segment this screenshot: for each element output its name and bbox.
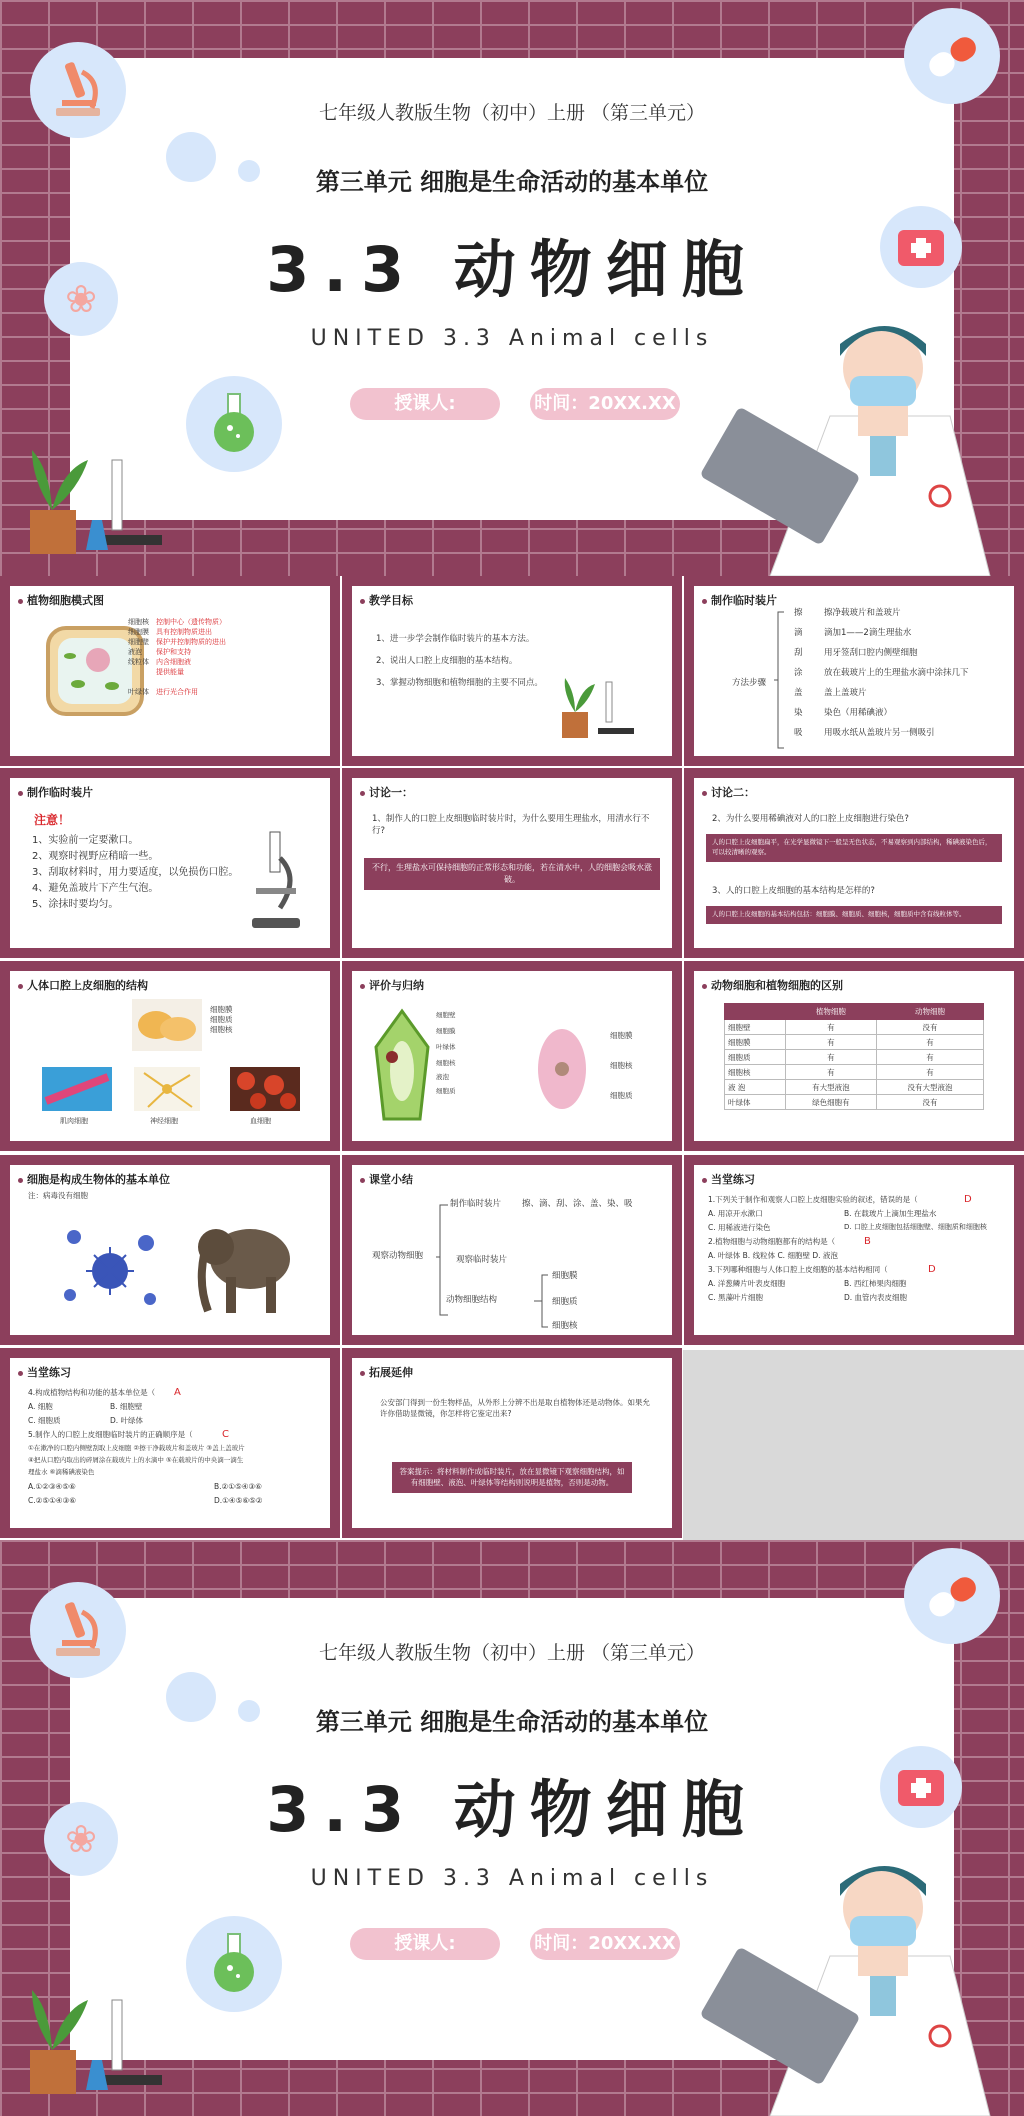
option: C. 黑藻叶片细胞 bbox=[708, 1293, 764, 1302]
summary-branch-detail: 擦、滴、刮、涂、盖、染、吸 bbox=[522, 1199, 633, 1209]
slide-title: 课堂小结 bbox=[360, 1171, 413, 1187]
slide-title: 评价与归纳 bbox=[360, 977, 424, 993]
table-cell: 液 泡 bbox=[725, 1080, 786, 1095]
discussion-answer: 人的口腔上皮细胞的基本结构包括：细胞膜、细胞质、细胞核，细胞质中含有线粒体等。 bbox=[706, 906, 1002, 924]
muscle-cell-photo bbox=[42, 1067, 112, 1111]
brace-line bbox=[774, 610, 786, 750]
goal-item: 2、说出人口腔上皮细胞的基本结构。 bbox=[376, 656, 518, 666]
slide-cell-comparison bbox=[684, 961, 1024, 1151]
answer: A bbox=[174, 1387, 181, 1398]
pill-bubble bbox=[904, 8, 1000, 104]
part-label: 细胞膜 bbox=[128, 628, 149, 636]
step-desc: 滴加1——2滴生理盐水 bbox=[824, 628, 912, 638]
step-desc: 放在载玻片上的生理盐水滴中涂抹几下 bbox=[824, 668, 969, 678]
option: A.①②③④⑤⑥ bbox=[28, 1482, 76, 1491]
option: D.①④⑤⑥⑤② bbox=[214, 1496, 263, 1505]
answer: B bbox=[864, 1236, 871, 1247]
slide-title: 植物细胞模式图 bbox=[18, 592, 104, 608]
teacher-pill: 授课人: bbox=[350, 1928, 500, 1960]
microscope-illustration bbox=[246, 828, 306, 938]
photo-caption: 神经细胞 bbox=[150, 1117, 178, 1125]
slide-teaching-goals bbox=[342, 576, 682, 766]
part-note: 保护并控制物质的进出 bbox=[156, 638, 226, 646]
table-row bbox=[725, 1080, 984, 1095]
table-row bbox=[725, 1065, 984, 1080]
answer: D bbox=[964, 1194, 972, 1205]
summary-branch: 观察临时装片 bbox=[456, 1255, 508, 1265]
slide-title: 动物细胞和植物细胞的区别 bbox=[702, 977, 843, 993]
blood-cell-photo bbox=[230, 1067, 300, 1111]
goal-item: 3、掌握动物细胞和植物细胞的主要不同点。 bbox=[376, 678, 543, 688]
question: 4.构成植物结构和功能的基本单位是（ bbox=[28, 1388, 156, 1397]
table-cell: 有 bbox=[877, 1035, 984, 1050]
table-header bbox=[725, 1004, 786, 1020]
slide-title: 讨论二： bbox=[702, 784, 755, 800]
part-label: 液泡 bbox=[128, 648, 142, 656]
notice-item: 1、实验前一定要漱口。 bbox=[32, 835, 139, 846]
brain-icon: ❀ bbox=[65, 1817, 97, 1861]
table-cell: 绿色细胞有 bbox=[785, 1095, 876, 1110]
lab-illustration bbox=[558, 672, 638, 742]
question-detail: ①在漱净的口腔内侧壁刮取上皮细胞 ②擦干净载玻片和盖玻片 ③盖上盖玻片 bbox=[28, 1444, 245, 1452]
option: D. 口腔上皮细胞包括细胞壁、细胞质和细胞核 bbox=[844, 1223, 987, 1231]
part-label: 细胞核 bbox=[210, 1025, 233, 1034]
summary-leaf: 细胞膜 bbox=[552, 1271, 578, 1281]
cover-unit: 第三单元 细胞是生命活动的基本单位 bbox=[315, 1708, 709, 1736]
step-key: 滴 bbox=[794, 628, 803, 638]
slide-summary bbox=[342, 1155, 682, 1345]
flask-bubble bbox=[186, 376, 282, 472]
cover-subtitle: 七年级人教版生物（初中）上册 （第三单元） bbox=[318, 102, 706, 124]
table-cell: 有大型液泡 bbox=[785, 1080, 876, 1095]
option: D. 叶绿体 bbox=[110, 1416, 144, 1425]
table-cell: 没有大型液泡 bbox=[877, 1080, 984, 1095]
option: D. 血管内表皮细胞 bbox=[844, 1293, 908, 1302]
question-detail: 理盐水 ⑥滴稀碘液染色 bbox=[28, 1468, 95, 1476]
slide-cell-basic-unit bbox=[0, 1155, 340, 1345]
teacher-pill: 授课人: bbox=[350, 388, 500, 420]
slide-discussion-one bbox=[342, 768, 682, 958]
step-key: 染 bbox=[794, 708, 803, 718]
table-cell: 没有 bbox=[877, 1020, 984, 1035]
slide-practice-one bbox=[684, 1155, 1024, 1345]
virus-note: 注：病毒没有细胞 bbox=[28, 1191, 88, 1200]
question: 2.植物细胞与动物细胞都有的结构是（ bbox=[708, 1237, 836, 1246]
question: 3.下列哪种细胞与人体口腔上皮细胞的基本结构相同（ bbox=[708, 1265, 888, 1274]
cover-english-title: UNITED 3.3 Animal cells bbox=[310, 326, 714, 351]
step-key: 擦 bbox=[794, 608, 803, 618]
brain-icon: ❀ bbox=[65, 277, 97, 321]
option: B. 西红柿果肉细胞 bbox=[844, 1279, 907, 1288]
virus-illustration bbox=[50, 1215, 170, 1315]
plant-part: 细胞质 bbox=[436, 1087, 456, 1095]
flask-icon bbox=[186, 1916, 282, 2012]
animal-part: 细胞质 bbox=[610, 1091, 633, 1100]
summary-branch: 制作临时装片 bbox=[450, 1199, 502, 1209]
question-detail: ④把从口腔内取出的碎屑涂在载玻片上的水滴中 ⑤在载玻片的中央滴一滴生 bbox=[28, 1456, 244, 1464]
part-note: 进行光合作用 bbox=[156, 688, 198, 696]
option: A. 叶绿体 B. 线粒体 C. 细胞壁 D. 液泡 bbox=[708, 1251, 838, 1260]
slide-practice-two bbox=[0, 1348, 340, 1538]
step-key: 刮 bbox=[794, 648, 803, 658]
part-note: 内含细胞液 bbox=[156, 658, 191, 666]
summary-branch: 动物细胞结构 bbox=[446, 1295, 498, 1305]
doctor-illustration bbox=[700, 296, 1000, 576]
discussion-answer: 人的口腔上皮细胞扁平，在光学显微镜下一般呈无色状态，不易观察到内部结构，稀碘液染色后，可以较清晰的观察。 bbox=[706, 834, 1002, 862]
part-label: 细胞膜 bbox=[210, 1005, 233, 1014]
plant-microscope-illustration bbox=[22, 440, 172, 560]
slide-plant-cell bbox=[0, 576, 340, 766]
extension-question: 公安部门得到一份生物样品，从外形上分辨不出是取自植物体还是动物体。如果允许你借助显微镜，你怎样将它鉴定出来? bbox=[380, 1398, 650, 1418]
flask-bubble bbox=[186, 1916, 282, 2012]
step-desc: 盖上盖玻片 bbox=[824, 688, 867, 698]
summary-leaf: 细胞核 bbox=[552, 1321, 578, 1331]
cover-english-title: UNITED 3.3 Animal cells bbox=[310, 1866, 714, 1891]
option: A. 用凉开水漱口 bbox=[708, 1209, 763, 1218]
plant-cell-diagram bbox=[372, 1007, 432, 1125]
slide-title: 当堂练习 bbox=[702, 1171, 755, 1187]
slide-title: 人体口腔上皮细胞的结构 bbox=[18, 977, 148, 993]
animal-cell-diagram bbox=[532, 1021, 592, 1117]
table-cell: 有 bbox=[877, 1050, 984, 1065]
comparison-table bbox=[724, 1003, 984, 1110]
step-key: 吸 bbox=[794, 728, 803, 738]
table-header: 动物细胞 bbox=[877, 1004, 984, 1020]
part-note: 提供能量 bbox=[156, 668, 184, 676]
step-key: 涂 bbox=[794, 668, 803, 678]
animal-part: 细胞核 bbox=[610, 1061, 633, 1070]
option: B. 在载玻片上滴加生理盐水 bbox=[844, 1209, 937, 1218]
plant-part: 细胞核 bbox=[436, 1059, 456, 1067]
plant-part: 细胞壁 bbox=[436, 1011, 456, 1019]
table-row bbox=[725, 1020, 984, 1035]
option: C.②⑤①④③⑥ bbox=[28, 1496, 76, 1505]
summary-tree-lines bbox=[436, 1201, 566, 1333]
summary-root: 观察动物细胞 bbox=[372, 1251, 424, 1261]
option: A. 细胞 bbox=[28, 1402, 53, 1411]
slide-oral-cell-structure bbox=[0, 961, 340, 1151]
notice-item: 3、刮取材料时，用力要适度，以免损伤口腔。 bbox=[32, 867, 239, 878]
step-desc: 用吸水纸从盖玻片另一侧吸引 bbox=[824, 728, 935, 738]
step-desc: 染色（用稀碘液） bbox=[824, 708, 893, 718]
discussion-question: 1、制作人的口腔上皮细胞临时装片时，为什么要用生理盐水，用清水行不行? bbox=[372, 814, 650, 836]
slide-title: 制作临时装片 bbox=[702, 592, 777, 608]
question: 1.下列关于制作和观察人口腔上皮细胞实验的叙述，错误的是（ bbox=[708, 1195, 918, 1204]
table-cell: 有 bbox=[877, 1065, 984, 1080]
empty-grid-cell bbox=[683, 1350, 1024, 1540]
capsule-icon bbox=[904, 1548, 1000, 1644]
flask-icon bbox=[186, 376, 282, 472]
option: C. 细胞质 bbox=[28, 1416, 61, 1425]
step-key: 盖 bbox=[794, 688, 803, 698]
discussion-answer: 不行，生理盐水可保持细胞的正常形态和功能，若在清水中，人的细胞会吸水涨破。 bbox=[364, 858, 660, 890]
part-label: 细胞质 bbox=[210, 1015, 233, 1024]
part-label: 线粒体 bbox=[128, 658, 149, 666]
elephant-illustration bbox=[196, 1205, 296, 1321]
discussion-question: 3、人的口腔上皮细胞的基本结构是怎样的? bbox=[712, 886, 875, 896]
part-label: 细胞壁 bbox=[128, 638, 149, 646]
part-note: 控制中心（遗传物质） bbox=[156, 618, 226, 626]
answer: C bbox=[222, 1429, 229, 1440]
notice-item: 2、观察时视野应稍暗一些。 bbox=[32, 851, 159, 862]
plant-part: 液泡 bbox=[436, 1073, 449, 1081]
extension-answer: 答案提示：将材料制作成临时装片，放在显微镜下观察细胞结构，如有细胞壁、液泡、叶绿体等结构则说明是植物，否则是动物。 bbox=[392, 1462, 632, 1493]
table-cell: 有 bbox=[785, 1050, 876, 1065]
cover-title: 3.3 动物细胞 bbox=[266, 1773, 758, 1846]
plant-part: 叶绿体 bbox=[436, 1043, 456, 1051]
pill-bubble bbox=[904, 1548, 1000, 1644]
step-desc: 擦净载玻片和盖玻片 bbox=[824, 608, 901, 618]
table-cell: 细胞壁 bbox=[725, 1020, 786, 1035]
photo-caption: 血细胞 bbox=[250, 1117, 271, 1125]
option: B.②①⑤④③⑥ bbox=[214, 1482, 262, 1491]
question: 5.制作人的口腔上皮细胞临时装片的正确顺序是（ bbox=[28, 1430, 193, 1439]
table-row bbox=[725, 1050, 984, 1065]
option: C. 用稀液进行染色 bbox=[708, 1223, 771, 1232]
part-note: 保护和支持 bbox=[156, 648, 191, 656]
time-pill: 时间：20XX.XX bbox=[530, 388, 680, 420]
table-cell: 细胞质 bbox=[725, 1050, 786, 1065]
slide-extension bbox=[342, 1348, 682, 1538]
slide-title: 拓展延伸 bbox=[360, 1364, 413, 1380]
table-cell: 叶绿体 bbox=[725, 1095, 786, 1110]
summary-leaf: 细胞质 bbox=[552, 1297, 578, 1307]
cover-title: 3.3 动物细胞 bbox=[266, 233, 758, 306]
table-cell: 有 bbox=[785, 1020, 876, 1035]
capsule-icon bbox=[904, 8, 1000, 104]
slide-discussion-two bbox=[684, 768, 1024, 958]
part-label: 叶绿体 bbox=[128, 688, 149, 696]
plant-microscope-illustration bbox=[22, 1980, 172, 2100]
notice-item: 4、避免盖玻片下产生气泡。 bbox=[32, 883, 159, 894]
slide-evaluation bbox=[342, 961, 682, 1151]
cover-slide-top bbox=[0, 0, 1024, 576]
oral-cell-photo bbox=[132, 999, 202, 1051]
notice-item: 5、涂抹时要均匀。 bbox=[32, 899, 119, 910]
table-row bbox=[725, 1035, 984, 1050]
table-cell: 有 bbox=[785, 1065, 876, 1080]
table-cell: 细胞核 bbox=[725, 1065, 786, 1080]
slide-title: 当堂练习 bbox=[18, 1364, 71, 1380]
answer: D bbox=[928, 1264, 936, 1275]
notice-heading: 注意！ bbox=[34, 813, 71, 827]
goal-item: 1、进一步学会制作临时装片的基本方法。 bbox=[376, 634, 535, 644]
doctor-illustration bbox=[700, 1836, 1000, 2116]
slide-slide-preparation bbox=[684, 576, 1024, 766]
time-pill: 时间：20XX.XX bbox=[530, 1928, 680, 1960]
cover-slide-bottom bbox=[0, 1540, 1024, 2116]
option: A. 洋葱鳞片叶表皮细胞 bbox=[708, 1279, 786, 1288]
discussion-question: 2、为什么要用稀碘液对人的口腔上皮细胞进行染色? bbox=[712, 814, 909, 824]
part-note: 具有控制物质进出 bbox=[156, 628, 212, 636]
table-cell: 有 bbox=[785, 1035, 876, 1050]
slide-title: 教学目标 bbox=[360, 592, 413, 608]
nerve-cell-photo bbox=[134, 1067, 200, 1111]
table-header: 植物细胞 bbox=[785, 1004, 876, 1020]
photo-caption: 肌肉细胞 bbox=[60, 1117, 88, 1125]
method-label: 方法步骤 bbox=[732, 678, 767, 688]
cover-subtitle: 七年级人教版生物（初中）上册 （第三单元） bbox=[318, 1642, 706, 1664]
step-desc: 用牙签刮口腔内侧壁细胞 bbox=[824, 648, 918, 658]
part-label: 细胞核 bbox=[128, 618, 149, 626]
slide-title: 制作临时装片 bbox=[18, 784, 93, 800]
table-cell: 细胞膜 bbox=[725, 1035, 786, 1050]
slide-title: 讨论一： bbox=[360, 784, 413, 800]
plant-part: 细胞膜 bbox=[436, 1027, 456, 1035]
table-cell: 没有 bbox=[877, 1095, 984, 1110]
table-row bbox=[725, 1095, 984, 1110]
slide-title: 细胞是构成生物体的基本单位 bbox=[18, 1171, 170, 1187]
slide-precautions bbox=[0, 768, 340, 958]
animal-part: 细胞膜 bbox=[610, 1031, 633, 1040]
option: B. 细胞壁 bbox=[110, 1402, 143, 1411]
cover-unit: 第三单元 细胞是生命活动的基本单位 bbox=[315, 168, 709, 196]
